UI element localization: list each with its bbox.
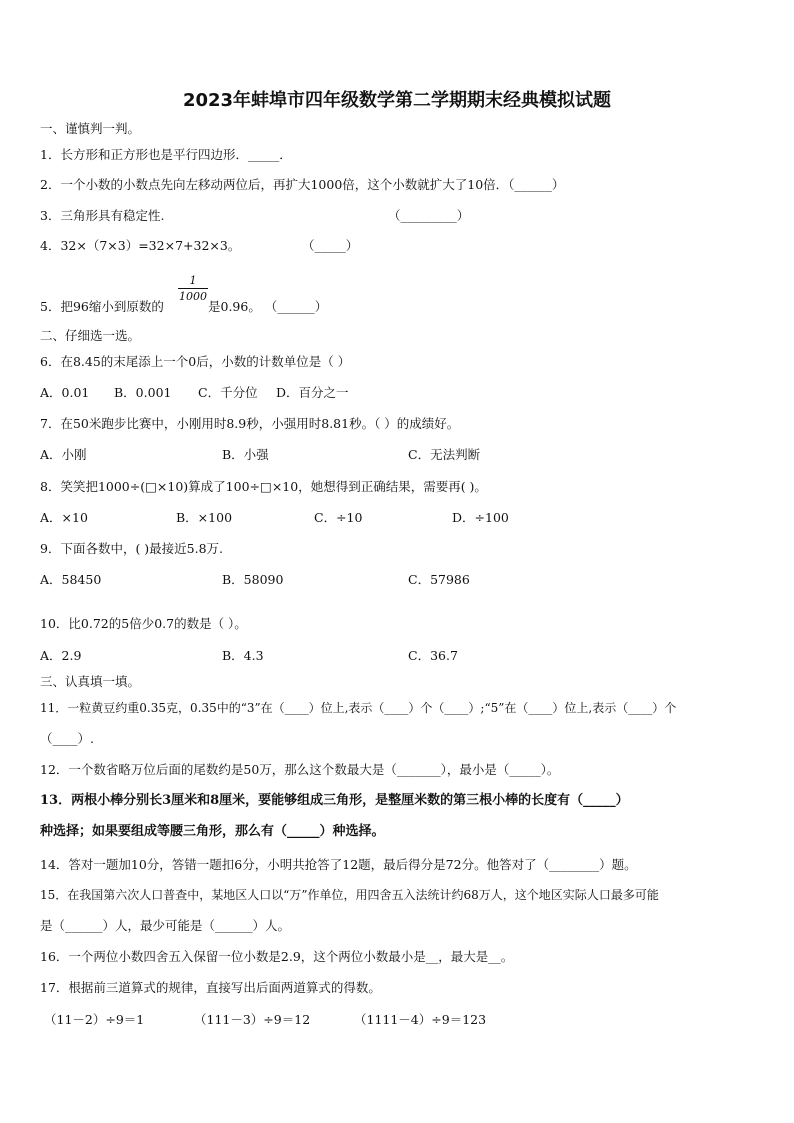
fraction-numerator: 1 [178, 274, 208, 289]
q7-option-a: A．小刚 [40, 447, 87, 462]
question-3-text: 3．三角形具有稳定性. [40, 208, 165, 223]
q17-equation-2: （111－3）÷9＝12 [194, 1012, 311, 1027]
question-5-fraction [178, 274, 208, 303]
q10-option-b: B．4.3 [222, 648, 264, 663]
question-4-blank: （_____） [302, 238, 359, 253]
q6-option-b: B．0.001 [114, 385, 172, 400]
question-6: 6．在8.45的末尾添上一个0后，小数的计数单位是（ ） [40, 354, 351, 369]
section-heading-judge: 一、谨慎判一判。 [40, 121, 141, 136]
q8-option-a: A．×10 [40, 510, 88, 525]
question-13-line-2: 种选择；如果要组成等腰三角形，那么有（_____）种选择。 [40, 824, 385, 839]
q7-option-b: B．小强 [222, 447, 269, 462]
question-8: 8．笑笑把1000÷(□×10)算成了100÷□×10，她想得到正确结果，需要再( )。 [40, 479, 487, 494]
question-15-line-2: 是（______）人，最少可能是（______）人。 [40, 918, 291, 933]
q8-option-b: B．×100 [176, 510, 233, 525]
section-heading-choice: 二、仔细选一选。 [40, 328, 141, 343]
q8-option-d: D．÷100 [452, 510, 509, 525]
q17-equation-3: （1111－4）÷9＝123 [354, 1012, 487, 1027]
q6-option-d: D．百分之一 [276, 385, 349, 400]
question-14: 14．答对一题加10分，答错一题扣6分，小明共抢答了12题，最后得分是72分。他答对了（________）题。 [40, 857, 637, 872]
q7-option-c: C．无法判断 [408, 447, 481, 462]
question-15-line-1: 15．在我国第六次人口普查中，某地区人口以“万”作单位，用四舍五入法统计约68万人，这个地区实际人口最多可能 [40, 888, 659, 902]
question-4-text: 4．32×（7×3）=32×7+32×3。 [40, 238, 241, 253]
question-17: 17．根据前三道算式的规律，直接写出后面两道算式的得数。 [40, 980, 381, 995]
question-11-line-1: 11．一粒黄豆约重0.35克，0.35中的“3”在（____）位上,表示（____）个（____）;“5”在（____）位上,表示（____）个 [40, 701, 677, 715]
question-10: 10．比0.72的5倍少0.7的数是（ ）。 [40, 616, 247, 631]
question-16: 16．一个两位小数四舍五入保留一位小数是2.9，这个两位小数最小是__，最大是__。 [40, 949, 514, 964]
q6-option-c: C．千分位 [198, 385, 258, 400]
q10-option-c: C．36.7 [408, 648, 458, 663]
q8-option-c: C．÷10 [314, 510, 363, 525]
q9-option-c: C．57986 [408, 572, 470, 587]
question-9: 9．下面各数中，( )最接近5.8万. [40, 541, 224, 556]
question-5-text: 5．把96缩小到原数的 [40, 299, 164, 314]
section-heading-fill: 三、认真填一填。 [40, 674, 141, 689]
question-2: 2．一个小数的小数点先向左移动两位后，再扩大1000倍，这个小数就扩大了10倍．（______） [40, 177, 565, 192]
question-1: 1．长方形和正方形也是平行四边形．_____． [40, 147, 292, 162]
question-13-line-1: 13．两根小棒分别长3厘米和8厘米，要能够组成三角形，是整厘米数的第三根小棒的长度有（_____） [40, 793, 629, 808]
q10-option-a: A．2.9 [40, 648, 82, 663]
q9-option-b: B．58090 [222, 572, 284, 587]
page-title: 2023年蚌埠市四年级数学第二学期期末经典模拟试题 [182, 90, 612, 111]
question-7: 7．在50米跑步比赛中，小刚用时8.9秒，小强用时8.81秒。（ ）的成绩好。 [40, 416, 460, 431]
question-12: 12．一个数省略万位后面的尾数约是50万，那么这个数最大是（_______），最小是（_____）。 [40, 762, 560, 777]
question-11-line-2: （____）. [40, 731, 94, 746]
question-3-blank: （_________） [388, 208, 470, 223]
question-5-tail: 是0.96。 （______） [208, 299, 328, 314]
q9-option-a: A．58450 [40, 572, 102, 587]
q6-option-a: A．0.01 [40, 385, 90, 400]
fraction-denominator: 1000 [179, 290, 207, 303]
q17-equation-1: （11－2）÷9＝1 [44, 1012, 145, 1027]
